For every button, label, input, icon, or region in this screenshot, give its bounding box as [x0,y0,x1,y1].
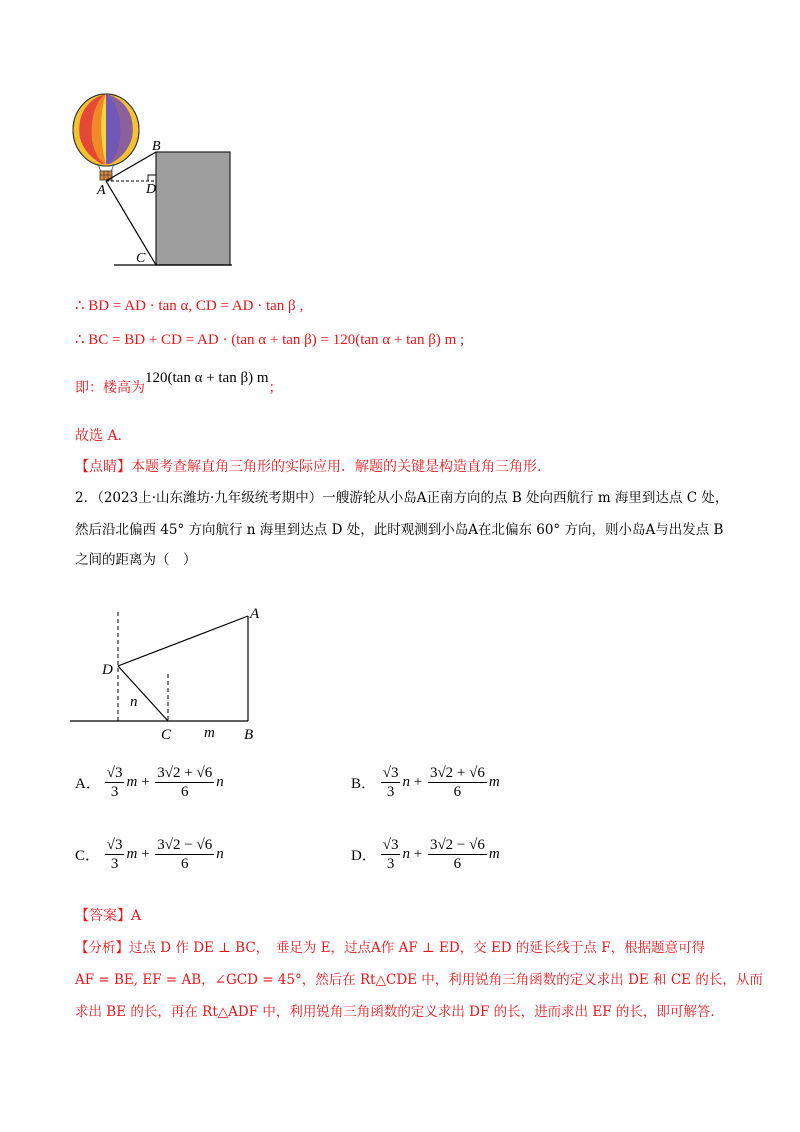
fig1-label-A: A [97,183,106,198]
option-d-frac1-den: 3 [386,856,395,872]
solution-line-3-suffix: ； [268,380,283,396]
solution-line-4: 故选 A. [75,428,123,444]
fig2-label-A: A [250,606,260,622]
option-c-frac2-num: 3√2 − √6 [157,837,213,853]
option-a-label: A． [75,776,101,792]
analysis-line-1: 【分析】过点 D 作 DE ⊥ BC， 垂足为 E，过点A作 AF ⊥ ED，交 ED 的延长线于点 F，根据题意可得 [75,940,706,956]
option-b-label: B． [351,776,377,792]
option-b-var1: n [402,773,410,790]
figure-balloon-building [66,90,241,270]
option-c-var1: m [126,845,138,862]
solution-line-2: ∴ BC = BD + CD = AD · (tan α + tan β) = 120(tan α + tan β) m ; [75,332,465,348]
option-d-frac1-num: √3 [382,837,399,853]
question2-line-1: 2．（2023上·山东潍坊·九年级统考期中）一艘游轮从小岛A正南方向的点 B 处向西航行 m 海里到达点 C 处， [75,490,729,506]
fig2-label-m: m [204,725,215,741]
option-b[interactable]: B． $\frac{√3}{3}$ n + $\frac{3√2 + √6}{6}$ m [351,765,500,800]
analysis-line-3: 求出 BE 的长，再在 Rt△ADF 中，利用锐角三角函数的定义求出 DF 的长，进而求出 EF 的长，即可解答. [75,1004,715,1020]
option-b-frac1-den: 3 [386,784,395,800]
question2-line-2: 然后沿北偏西 45° 方向航行 n 海里到达点 D 处，此时观测到小岛A在北偏东 60° 方向，则小岛A与出发点 B [75,522,724,538]
option-c-frac2-den: 6 [181,856,189,872]
option-a-frac2-den: 6 [181,784,189,800]
option-b-frac2-den: 6 [453,784,462,800]
option-b-frac1-num: √3 [382,765,399,781]
fig1-label-C: C [136,251,146,266]
option-b-frac2-num: 3√2 + √6 [429,765,485,781]
question2-line-3: 之间的距离为（ ） [75,552,197,568]
option-d[interactable]: D． $\frac{√3}{3}$ n + $\frac{3√2 - √6}{6}$ m [351,837,500,872]
option-c-frac1-den: 3 [110,856,119,872]
option-c-label: C． [75,848,101,864]
answer: 【答案】A [75,908,142,924]
option-d-frac2-den: 6 [453,856,462,872]
figure-navigation [70,600,270,745]
option-d-var1: n [402,845,410,862]
option-a-frac1-den: 3 [110,784,119,800]
fig1-label-D: D [146,182,157,197]
option-c-frac1-num: √3 [106,837,123,853]
option-a-frac2-num: 3√2 + √6 [157,765,213,781]
building [156,152,230,265]
option-a-frac1-num: √3 [106,765,123,781]
option-d-var2: m [488,845,500,862]
solution-line-3-prefix: 即：楼高为 [75,380,145,396]
option-d-label: D． [351,848,377,864]
fig2-label-D: D [102,662,113,678]
option-d-frac2-num: 3√2 − √6 [429,837,485,853]
fig2-label-B: B [244,727,254,743]
option-c[interactable]: C． $\frac{√3}{3}$ m + $\frac{3√2 - √6}{6}$ n [75,837,224,872]
option-c-var2: n [216,845,224,862]
option-a[interactable]: A． $\frac{√3}{3}$ m + $\frac{3√2 + √6}{6}$ n [75,765,224,800]
solution-line-3-value: 120(tan α + tan β) m [145,370,269,386]
analysis-line-2: AF = BE, EF = AB，∠GCD = 45°，然后在 Rt△CDE 中，利用锐角三角函数的定义求出 DE 和 CE 的长，从而 [75,972,763,988]
solution-line-3 [75,370,283,397]
fig1-label-B: B [152,139,161,154]
option-b-var2: m [488,773,500,790]
option-a-var2: n [216,773,224,790]
fig2-label-C: C [161,727,172,743]
comment-dianjing: 【点睛】本题考查解直角三角形的实际应用．解题的关键是构造直角三角形． [75,459,551,475]
solution-line-1: ∴ BD = AD · tan α, CD = AD · tan β , [75,298,304,314]
option-a-var1: m [126,773,138,790]
fig2-label-n: n [130,694,138,710]
